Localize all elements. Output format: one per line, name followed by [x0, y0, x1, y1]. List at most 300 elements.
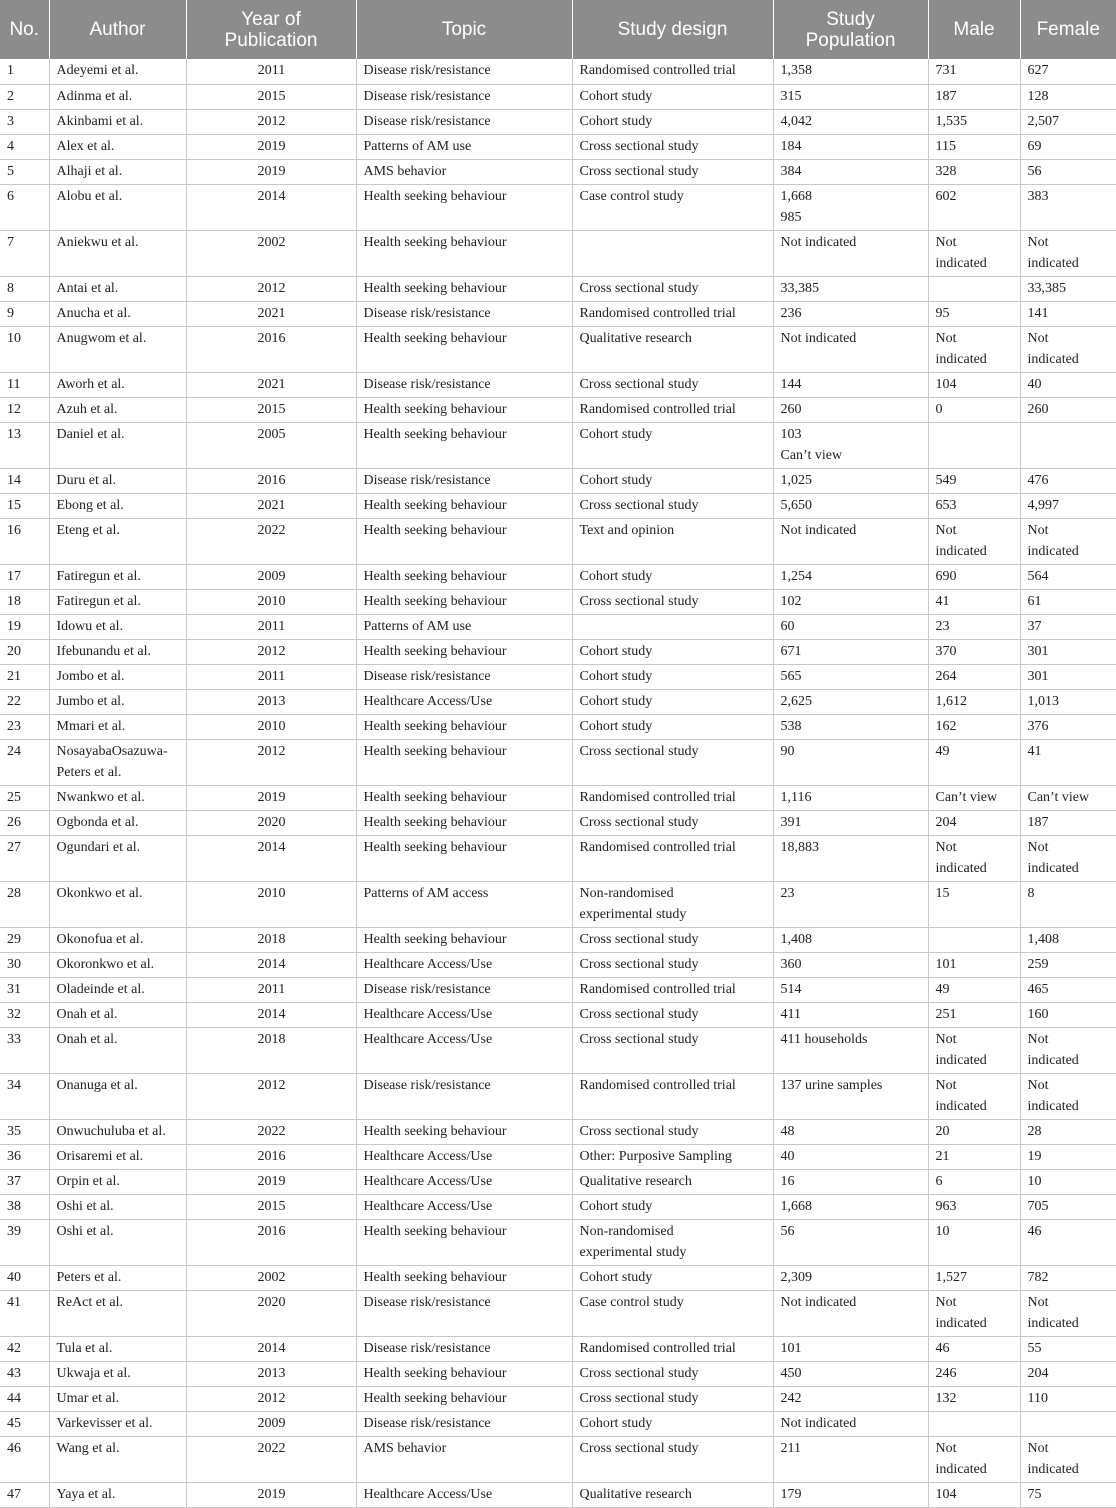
cell-female: 110 [1020, 1386, 1116, 1411]
cell-study-population: 56 [773, 1219, 928, 1265]
cell-study-population: 1,116 [773, 785, 928, 810]
cell-topic: Health seeking behaviour [356, 230, 572, 276]
cell-no: 12 [0, 397, 49, 422]
cell-no: 31 [0, 977, 49, 1002]
cell-study-design: Randomised controlled trial [572, 301, 773, 326]
cell-study-design: Cohort study [572, 422, 773, 468]
cell-female: 204 [1020, 1361, 1116, 1386]
cell-study-population: 565 [773, 664, 928, 689]
cell-study-population: 384 [773, 159, 928, 184]
cell-study-population: 538 [773, 714, 928, 739]
cell-male: 549 [928, 468, 1020, 493]
cell-author: Aniekwu et al. [49, 230, 186, 276]
cell-no: 7 [0, 230, 49, 276]
table-row [0, 1119, 1116, 1144]
cell-topic: Health seeking behaviour [356, 1386, 572, 1411]
cell-author: ReAct et al. [49, 1290, 186, 1336]
cell-study-population: 90 [773, 739, 928, 785]
cell-female: 2,507 [1020, 109, 1116, 134]
cell-study-population: Not indicated [773, 518, 928, 564]
cell-topic: Health seeking behaviour [356, 422, 572, 468]
cell-year: 2011 [186, 664, 356, 689]
cell-topic: Health seeking behaviour [356, 714, 572, 739]
cell-year: 2011 [186, 614, 356, 639]
cell-study-population: 411 [773, 1002, 928, 1027]
cell-male: Can’t view [928, 785, 1020, 810]
cell-year: 2010 [186, 589, 356, 614]
cell-female: 128 [1020, 84, 1116, 109]
cell-no: 18 [0, 589, 49, 614]
cell-year: 2022 [186, 518, 356, 564]
cell-topic: Health seeking behaviour [356, 397, 572, 422]
cell-author: Adeyemi et al. [49, 59, 186, 84]
table-row [0, 518, 1116, 564]
cell-no: 32 [0, 1002, 49, 1027]
cell-no: 42 [0, 1336, 49, 1361]
header-author: Author [49, 0, 186, 59]
cell-study-design: Qualitative research [572, 1482, 773, 1507]
cell-topic: Disease risk/resistance [356, 664, 572, 689]
cell-year: 2018 [186, 1027, 356, 1073]
cell-study-design: Cross sectional study [572, 1361, 773, 1386]
cell-study-design: Cohort study [572, 639, 773, 664]
table-row [0, 301, 1116, 326]
table-row [0, 422, 1116, 468]
cell-study-population: 5,650 [773, 493, 928, 518]
cell-topic: Patterns of AM access [356, 881, 572, 927]
cell-author: Aworh et al. [49, 372, 186, 397]
cell-female: 376 [1020, 714, 1116, 739]
cell-year: 2009 [186, 1411, 356, 1436]
cell-topic: Healthcare Access/Use [356, 1002, 572, 1027]
cell-female: 56 [1020, 159, 1116, 184]
cell-no: 30 [0, 952, 49, 977]
cell-study-design: Cohort study [572, 689, 773, 714]
cell-topic: Health seeking behaviour [356, 493, 572, 518]
cell-male: 21 [928, 1144, 1020, 1169]
cell-topic: Disease risk/resistance [356, 468, 572, 493]
cell-year: 2019 [186, 1169, 356, 1194]
cell-no: 34 [0, 1073, 49, 1119]
cell-no: 1 [0, 59, 49, 84]
cell-author: Antai et al. [49, 276, 186, 301]
cell-year: 2011 [186, 977, 356, 1002]
cell-male: 1,612 [928, 689, 1020, 714]
table-row [0, 977, 1116, 1002]
cell-no: 10 [0, 326, 49, 372]
cell-author: Alex et al. [49, 134, 186, 159]
table-row [0, 468, 1116, 493]
cell-author: Anucha et al. [49, 301, 186, 326]
cell-female: 564 [1020, 564, 1116, 589]
table-row [0, 689, 1116, 714]
cell-male: Not indicated [928, 518, 1020, 564]
cell-female: 8 [1020, 881, 1116, 927]
cell-topic: Health seeking behaviour [356, 1219, 572, 1265]
cell-study-design: Qualitative research [572, 326, 773, 372]
cell-author: Idowu et al. [49, 614, 186, 639]
cell-study-design [572, 614, 773, 639]
cell-male: Not indicated [928, 1290, 1020, 1336]
cell-study-population: Not indicated [773, 326, 928, 372]
cell-year: 2013 [186, 1361, 356, 1386]
cell-no: 35 [0, 1119, 49, 1144]
cell-male [928, 276, 1020, 301]
cell-topic: Disease risk/resistance [356, 372, 572, 397]
cell-study-population: 179 [773, 1482, 928, 1507]
table-row [0, 493, 1116, 518]
cell-study-design [572, 230, 773, 276]
cell-no: 43 [0, 1361, 49, 1386]
cell-female: 55 [1020, 1336, 1116, 1361]
cell-study-design: Cross sectional study [572, 159, 773, 184]
cell-male: 104 [928, 372, 1020, 397]
cell-study-design: Randomised controlled trial [572, 785, 773, 810]
cell-author: Ebong et al. [49, 493, 186, 518]
table-row [0, 714, 1116, 739]
table-row [0, 134, 1116, 159]
cell-year: 2019 [186, 159, 356, 184]
cell-study-design: Cross sectional study [572, 739, 773, 785]
cell-study-population: 16 [773, 1169, 928, 1194]
cell-female: Not indicated [1020, 518, 1116, 564]
cell-study-design: Qualitative research [572, 1169, 773, 1194]
cell-female [1020, 1411, 1116, 1436]
cell-year: 2012 [186, 639, 356, 664]
cell-year: 2015 [186, 397, 356, 422]
cell-no: 39 [0, 1219, 49, 1265]
table-row [0, 1336, 1116, 1361]
cell-author: Duru et al. [49, 468, 186, 493]
cell-study-population: 48 [773, 1119, 928, 1144]
cell-no: 23 [0, 714, 49, 739]
cell-year: 2016 [186, 1144, 356, 1169]
cell-author: Onanuga et al. [49, 1073, 186, 1119]
cell-topic: AMS behavior [356, 159, 572, 184]
cell-study-population: 101 [773, 1336, 928, 1361]
cell-study-design: Cohort study [572, 1194, 773, 1219]
cell-no: 17 [0, 564, 49, 589]
cell-male: 187 [928, 84, 1020, 109]
cell-female: 75 [1020, 1482, 1116, 1507]
cell-topic: Disease risk/resistance [356, 1290, 572, 1336]
cell-topic: Disease risk/resistance [356, 301, 572, 326]
cell-female: 782 [1020, 1265, 1116, 1290]
cell-topic: Disease risk/resistance [356, 109, 572, 134]
cell-study-design: Cohort study [572, 84, 773, 109]
cell-year: 2020 [186, 810, 356, 835]
cell-author: Orisaremi et al. [49, 1144, 186, 1169]
cell-no: 20 [0, 639, 49, 664]
header-female: Female [1020, 0, 1116, 59]
cell-male: 95 [928, 301, 1020, 326]
table-header [0, 0, 1116, 59]
cell-study-design: Other: Purposive Sampling [572, 1144, 773, 1169]
cell-study-population: 1,358 [773, 59, 928, 84]
cell-year: 2019 [186, 134, 356, 159]
cell-male: 104 [928, 1482, 1020, 1507]
cell-male: Not indicated [928, 1073, 1020, 1119]
cell-male: Not indicated [928, 230, 1020, 276]
cell-author: Yaya et al. [49, 1482, 186, 1507]
cell-no: 38 [0, 1194, 49, 1219]
cell-author: Fatiregun et al. [49, 564, 186, 589]
cell-study-design: Cross sectional study [572, 589, 773, 614]
cell-author: Onwuchuluba et al. [49, 1119, 186, 1144]
cell-year: 2021 [186, 493, 356, 518]
cell-male: 690 [928, 564, 1020, 589]
cell-topic: Patterns of AM use [356, 614, 572, 639]
cell-female: 37 [1020, 614, 1116, 639]
cell-year: 2012 [186, 276, 356, 301]
cell-male: 23 [928, 614, 1020, 639]
table-row [0, 639, 1116, 664]
cell-study-population: 1,254 [773, 564, 928, 589]
cell-study-population: 211 [773, 1436, 928, 1482]
cell-topic: Healthcare Access/Use [356, 1194, 572, 1219]
cell-study-population: 360 [773, 952, 928, 977]
table-row [0, 1027, 1116, 1073]
cell-year: 2010 [186, 881, 356, 927]
cell-study-population: 103 Can’t view [773, 422, 928, 468]
cell-male [928, 927, 1020, 952]
cell-female: 260 [1020, 397, 1116, 422]
table-row [0, 184, 1116, 230]
cell-topic: Disease risk/resistance [356, 1336, 572, 1361]
cell-year: 2012 [186, 1073, 356, 1119]
cell-female: 383 [1020, 184, 1116, 230]
cell-year: 2014 [186, 1336, 356, 1361]
cell-topic: Healthcare Access/Use [356, 952, 572, 977]
cell-male: 251 [928, 1002, 1020, 1027]
table-row [0, 84, 1116, 109]
cell-no: 5 [0, 159, 49, 184]
cell-female: Not indicated [1020, 1290, 1116, 1336]
cell-author: Oshi et al. [49, 1219, 186, 1265]
cell-female: 10 [1020, 1169, 1116, 1194]
cell-no: 47 [0, 1482, 49, 1507]
cell-study-design: Text and opinion [572, 518, 773, 564]
cell-study-design: Cohort study [572, 1411, 773, 1436]
cell-male: 731 [928, 59, 1020, 84]
cell-male: 49 [928, 739, 1020, 785]
cell-year: 2016 [186, 468, 356, 493]
table-row [0, 881, 1116, 927]
cell-no: 26 [0, 810, 49, 835]
table-row [0, 159, 1116, 184]
cell-author: Akinbami et al. [49, 109, 186, 134]
cell-author: Ifebunandu et al. [49, 639, 186, 664]
cell-study-design: Cross sectional study [572, 372, 773, 397]
table-row [0, 1436, 1116, 1482]
cell-topic: Health seeking behaviour [356, 639, 572, 664]
cell-author: Nwankwo et al. [49, 785, 186, 810]
cell-topic: Health seeking behaviour [356, 810, 572, 835]
cell-study-design: Cross sectional study [572, 1119, 773, 1144]
cell-study-population: 315 [773, 84, 928, 109]
cell-no: 3 [0, 109, 49, 134]
cell-no: 15 [0, 493, 49, 518]
cell-author: Wang et al. [49, 1436, 186, 1482]
cell-female: 187 [1020, 810, 1116, 835]
cell-female: 46 [1020, 1219, 1116, 1265]
cell-topic: Health seeking behaviour [356, 564, 572, 589]
cell-female: Not indicated [1020, 1073, 1116, 1119]
cell-no: 22 [0, 689, 49, 714]
cell-author: Jumbo et al. [49, 689, 186, 714]
cell-female: 259 [1020, 952, 1116, 977]
cell-study-population: 184 [773, 134, 928, 159]
cell-topic: Health seeking behaviour [356, 927, 572, 952]
cell-study-design: Randomised controlled trial [572, 1336, 773, 1361]
cell-author: Anugwom et al. [49, 326, 186, 372]
cell-study-design: Cohort study [572, 468, 773, 493]
table-row [0, 1169, 1116, 1194]
cell-year: 2015 [186, 1194, 356, 1219]
cell-no: 14 [0, 468, 49, 493]
cell-study-design: Cohort study [572, 1265, 773, 1290]
header-no: No. [0, 0, 49, 59]
cell-male: 41 [928, 589, 1020, 614]
cell-author: Orpin et al. [49, 1169, 186, 1194]
cell-topic: Patterns of AM use [356, 134, 572, 159]
cell-study-population: 33,385 [773, 276, 928, 301]
cell-topic: Health seeking behaviour [356, 785, 572, 810]
cell-study-population: Not indicated [773, 1290, 928, 1336]
table-row [0, 397, 1116, 422]
cell-topic: AMS behavior [356, 1436, 572, 1482]
cell-year: 2012 [186, 109, 356, 134]
cell-no: 36 [0, 1144, 49, 1169]
cell-study-population: 514 [773, 977, 928, 1002]
table-row [0, 1361, 1116, 1386]
cell-female: 1,408 [1020, 927, 1116, 952]
cell-female: 33,385 [1020, 276, 1116, 301]
table-row [0, 1194, 1116, 1219]
table-row [0, 739, 1116, 785]
cell-topic: Health seeking behaviour [356, 1265, 572, 1290]
cell-no: 29 [0, 927, 49, 952]
cell-author: Ogundari et al. [49, 835, 186, 881]
cell-year: 2016 [186, 326, 356, 372]
cell-author: Adinma et al. [49, 84, 186, 109]
cell-study-design: Cross sectional study [572, 810, 773, 835]
cell-author: Oladeinde et al. [49, 977, 186, 1002]
cell-female: 476 [1020, 468, 1116, 493]
cell-study-population: 2,309 [773, 1265, 928, 1290]
table-row [0, 326, 1116, 372]
cell-study-population: 23 [773, 881, 928, 927]
cell-male: Not indicated [928, 326, 1020, 372]
cell-female: 1,013 [1020, 689, 1116, 714]
cell-topic: Health seeking behaviour [356, 739, 572, 785]
cell-year: 2021 [186, 372, 356, 397]
cell-male: 1,527 [928, 1265, 1020, 1290]
cell-author: Alobu et al. [49, 184, 186, 230]
cell-author: Mmari et al. [49, 714, 186, 739]
table-row [0, 276, 1116, 301]
table-row [0, 1482, 1116, 1507]
cell-study-population: 4,042 [773, 109, 928, 134]
cell-study-design: Cross sectional study [572, 134, 773, 159]
table-row [0, 1290, 1116, 1336]
cell-male: Not indicated [928, 835, 1020, 881]
cell-female: 4,997 [1020, 493, 1116, 518]
cell-no: 41 [0, 1290, 49, 1336]
table-body [0, 59, 1116, 1507]
cell-author: Ukwaja et al. [49, 1361, 186, 1386]
cell-study-population: 1,025 [773, 468, 928, 493]
cell-male: 328 [928, 159, 1020, 184]
cell-study-design: Cross sectional study [572, 952, 773, 977]
cell-year: 2011 [186, 59, 356, 84]
cell-study-design: Randomised controlled trial [572, 397, 773, 422]
cell-author: Varkevisser et al. [49, 1411, 186, 1436]
cell-author: Eteng et al. [49, 518, 186, 564]
cell-year: 2012 [186, 1386, 356, 1411]
cell-author: Okonofua et al. [49, 927, 186, 952]
cell-author: Onah et al. [49, 1027, 186, 1073]
cell-study-population: 1,668 [773, 1194, 928, 1219]
cell-male: 115 [928, 134, 1020, 159]
cell-year: 2015 [186, 84, 356, 109]
header-study-design: Study design [572, 0, 773, 59]
cell-topic: Healthcare Access/Use [356, 1169, 572, 1194]
cell-year: 2010 [186, 714, 356, 739]
table-row [0, 1002, 1116, 1027]
cell-male: 0 [928, 397, 1020, 422]
cell-female: Not indicated [1020, 1027, 1116, 1073]
cell-no: 40 [0, 1265, 49, 1290]
cell-no: 11 [0, 372, 49, 397]
cell-topic: Disease risk/resistance [356, 1073, 572, 1119]
cell-study-design: Case control study [572, 184, 773, 230]
cell-topic: Disease risk/resistance [356, 1411, 572, 1436]
cell-no: 24 [0, 739, 49, 785]
cell-male: 49 [928, 977, 1020, 1002]
cell-year: 2009 [186, 564, 356, 589]
cell-author: Ogbonda et al. [49, 810, 186, 835]
cell-year: 2014 [186, 835, 356, 881]
cell-study-design: Cross sectional study [572, 1002, 773, 1027]
cell-study-population: 1,408 [773, 927, 928, 952]
cell-study-design: Randomised controlled trial [572, 59, 773, 84]
cell-no: 44 [0, 1386, 49, 1411]
cell-topic: Healthcare Access/Use [356, 689, 572, 714]
cell-study-population: 40 [773, 1144, 928, 1169]
cell-male: 20 [928, 1119, 1020, 1144]
cell-year: 2022 [186, 1119, 356, 1144]
cell-male [928, 1411, 1020, 1436]
cell-topic: Health seeking behaviour [356, 1361, 572, 1386]
cell-no: 2 [0, 84, 49, 109]
cell-no: 37 [0, 1169, 49, 1194]
cell-no: 21 [0, 664, 49, 689]
cell-male: 132 [928, 1386, 1020, 1411]
cell-study-design: Case control study [572, 1290, 773, 1336]
cell-female: 465 [1020, 977, 1116, 1002]
cell-study-design: Cross sectional study [572, 927, 773, 952]
cell-no: 13 [0, 422, 49, 468]
cell-female: 705 [1020, 1194, 1116, 1219]
cell-author: Okonkwo et al. [49, 881, 186, 927]
cell-author: Fatiregun et al. [49, 589, 186, 614]
cell-year: 2019 [186, 1482, 356, 1507]
cell-no: 9 [0, 301, 49, 326]
cell-study-population: 411 households [773, 1027, 928, 1073]
cell-author: Tula et al. [49, 1336, 186, 1361]
cell-female: 141 [1020, 301, 1116, 326]
